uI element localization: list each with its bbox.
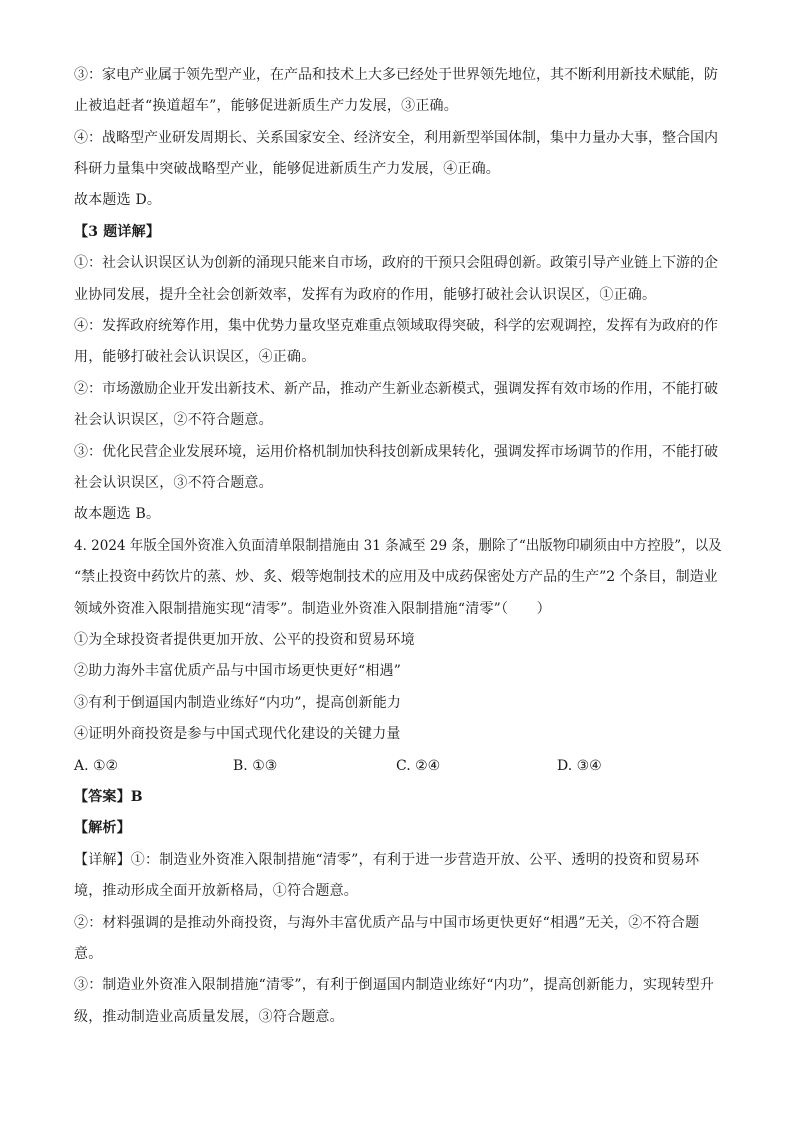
section-heading-q3: 【3 题详解】 (74, 224, 161, 240)
q3-analysis-1-line-1: ①：社会认识误区认为创新的涌现只能来自市场，政府的干预只会阻碍创新。政策引导产业链上下游的企 (74, 255, 718, 271)
analysis-3-line-1: ③：家电产业属于领先型产业，在产品和技术上大多已经处于世界领先地位，其不断利用新技术赋能，防 (74, 67, 718, 83)
question-4-stem-line-1: 4. 2024 年版全国外资准入负面清单限制措施由 31 条减至 29 条，删除了“出版物印刷须由中方控股”，以及 (74, 538, 722, 554)
statement-1: ①为全球投资者提供更加开放、公平的投资和贸易环境 (74, 632, 415, 648)
analysis-4-line-2: 科研力量集中突破战略型产业，能够促进新质生产力发展，④正确。 (74, 161, 500, 177)
option-a: A. ①② (74, 758, 119, 774)
detail-line-4: 意。 (74, 946, 103, 962)
analysis-label: 【解析】 (74, 820, 131, 836)
conclusion-d: 故本题选 D。 (74, 192, 162, 208)
statement-3: ③有利于倒逼国内制造业练好“内功”，提高创新能力 (74, 695, 402, 711)
question-4-stem-line-2: “禁止投资中药饮片的蒸、炒、炙、煅等炮制技术的应用及中成药保密处方产品的生产”2 个条目，制造业 (74, 569, 718, 585)
detail-line-2: 境，推动形成全面开放新格局，①符合题意。 (74, 883, 358, 899)
q3-analysis-1-line-2: 业协同发展，提升全社会创新效率，发挥有为政府的作用，能够打破社会认识误区，①正确。 (74, 287, 657, 303)
detail-line-6: 级，推动制造业高质量发展，③符合题意。 (74, 1009, 344, 1025)
statement-2: ②助力海外丰富优质产品与中国市场更快更好“相遇” (74, 663, 402, 679)
analysis-3-line-2: 止被追赶者“换道超车”，能够促进新质生产力发展，③正确。 (74, 98, 458, 114)
detail-line-5: ③：制造业外资准入限制措施“清零”，有利于倒逼国内制造业练好“内功”，提高创新能力，实现转型升 (74, 977, 715, 993)
q3-analysis-3-line-2: 社会认识误区，③不符合题意。 (74, 475, 273, 491)
detail-line-1: 【详解】①：制造业外资准入限制措施“清零”，有利于进一步营造开放、公平、透明的投资和贸易环 (74, 852, 700, 868)
answer-label: 【答案】B (74, 789, 143, 805)
option-b: B. ①③ (233, 758, 278, 774)
question-4-stem-line-3: 领域外资准入限制措施实现“清零”。制造业外资准入限制措施“清零”（ ） (74, 601, 551, 617)
q3-analysis-3-line-1: ③：优化民营企业发展环境，运用价格机制加快科技创新成果转化，强调发挥市场调节的作用，不能打破 (74, 444, 718, 460)
option-d: D. ③④ (557, 758, 602, 774)
conclusion-b: 故本题选 B。 (74, 506, 161, 522)
q3-analysis-4-line-2: 用，能够打破社会认识误区，④正确。 (74, 349, 316, 365)
statement-4: ④证明外商投资是参与中国式现代化建设的关键力量 (74, 726, 401, 742)
q3-analysis-4-line-1: ④：发挥政府统筹作用，集中优势力量攻坚克难重点领域取得突破，科学的宏观调控，发挥有为政府的作 (74, 318, 718, 334)
q3-analysis-2-line-1: ②：市场激励企业开发出新技术、新产品，推动产生新业态新模式，强调发挥有效市场的作用，不能打破 (74, 381, 718, 397)
q3-analysis-2-line-2: 社会认识误区，②不符合题意。 (74, 412, 273, 428)
detail-line-3: ②：材料强调的是推动外商投资，与海外丰富优质产品与中国市场更快更好“相遇”无关，②不符合题 (74, 915, 700, 931)
option-c: C. ②④ (396, 758, 441, 774)
analysis-4-line-1: ④：战略型产业研发周期长、关系国家安全、经济安全，利用新型举国体制，集中力量办大事，整合国内 (74, 130, 718, 146)
